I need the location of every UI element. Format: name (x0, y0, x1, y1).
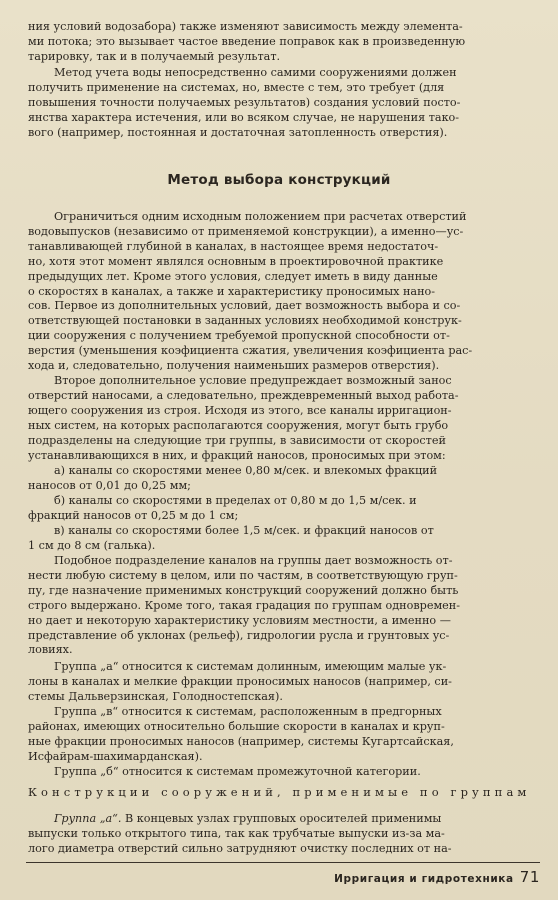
text-line: ния условий водозабора) также изменяют зависимость между элемента- (28, 20, 463, 33)
paragraph-group-a (28, 660, 534, 705)
paragraph-method-intro (28, 210, 534, 374)
text-line: представление об уклонах (рельеф), гидрологии русла и грунтовых ус- (28, 628, 450, 642)
text-line: ные фракции проносимых наносов (например, системы Кугартсайская, (28, 734, 454, 748)
text-line: устанавливающихся в них, и фракций наносов, проносимых при этом: (28, 448, 446, 462)
canal-group-list (28, 464, 534, 553)
page-number: 71 (519, 868, 540, 886)
list-item-a: а) каналы со скоростями менее 0,80 м/сек. и влекомых фракций (54, 464, 438, 477)
text-line: ответствующей постановки в заданных условиях необходимой конструк- (28, 314, 462, 328)
text-line: строго выдержано. Кроме того, такая градация по группам одновремен- (28, 598, 461, 612)
paragraph-group-v (28, 705, 534, 765)
text-line: выпуски только открытого типа, так как трубчатые выпуски из-за ма- (28, 826, 445, 840)
text-line: Группа „а“ относится к системам долинным, имеющим малые ук- (54, 660, 447, 673)
group-a-first-line: В концевых узлах групповых оросителей применимы (121, 812, 442, 825)
footer-divider (26, 862, 540, 863)
paragraph-group-a-constructions (28, 812, 534, 857)
text-line: лоны в каналах и мелкие фракции проносимых наносов (например, си- (28, 674, 452, 688)
text-line: водовыпусков (независимо от применяемой конструкции), а именно—ус- (28, 224, 464, 238)
paragraph-second-condition (28, 374, 534, 463)
text-line: ных систем, на которых располагаются сооружения, могут быть грубо (28, 418, 449, 432)
list-item-c: в) каналы со скоростями более 1,5 м/сек. и фракций наносов от (54, 523, 434, 537)
text-line: янства характера истечения, или во всяком случае, не нарушения тако- (28, 110, 460, 124)
text-line: Ограничиться одним исходным положением при расчетах отверстий (54, 210, 467, 223)
text-line: ми потока; это вызывает частое введение поправок как в произведенную (28, 34, 466, 48)
text-line: отверстий наносами, а следовательно, преждевременный выход работа- (28, 388, 459, 402)
text-line: пу, где назначение применимых конструкций сооружений должно быть (28, 583, 459, 597)
text-line: но, хотя этот момент являлся основным в проектировочной практике (28, 254, 444, 268)
text-line: подразделены на следующие три группы, в зависимости от скоростей (28, 433, 446, 447)
text-line: лого диаметра отверстий сильно затрудняют очистку последних от на- (28, 841, 452, 855)
text-line: но дает и некоторую характеристику условиям местности, а именно — (28, 613, 451, 627)
text-line: Группа „в“ относится к системам, расположенным в предгорных (54, 705, 442, 718)
text-line: ции сооружения с получением требуемой пропускной способности от- (28, 329, 450, 343)
text-line: вого (например, постоянная и достаточная затопленность отверстия). (28, 125, 448, 139)
section-heading: Метод выбора конструкций (167, 172, 391, 188)
paragraph-water-accounting (28, 66, 534, 141)
text-line: Подобное подразделение каналов на группы дает возможность от- (54, 554, 453, 567)
paragraph-subdivision (28, 554, 534, 658)
continued-paragraph (28, 20, 534, 65)
text-line: стемы Дальверзинская, Голодностепская). (28, 689, 283, 703)
text-line: тарировку, так и в получаемый результат. (28, 49, 281, 63)
text-line: нести любую систему в целом, или по частям, в соответствующую груп- (28, 568, 458, 582)
text-line: о скоростях в каналах, а также и характеристику проносимых нано- (28, 284, 436, 298)
text-line: Второе дополнительное условие предупреждает возможный занос (54, 374, 452, 387)
text-line: танавливающей глубиной в каналах, в настоящее время недостаточ- (28, 239, 439, 253)
paragraph-group-b (28, 765, 534, 780)
running-footer (334, 868, 540, 886)
text-line: ющего сооружения из строя. Исходя из этого, все каналы ирригацион- (28, 403, 452, 417)
text-line: сов. Первое из дополнительных условий, дает возможность выбора и со- (28, 299, 461, 313)
text-line: районах, имеющих относительно большие скорости в каналах и круп- (28, 719, 445, 733)
list-item-b: б) каналы со скоростями в пределах от 0,80 м до 1,5 м/сек. и (54, 493, 417, 507)
list-item-c-cont: 1 см до 8 см (галька). (28, 538, 156, 552)
text-line: ловиях. (28, 643, 73, 657)
text-line: хода и, следовательно, получения наименьших размеров отверстия). (28, 359, 440, 373)
list-item-a-cont: наносов от 0,01 до 0,25 мм; (28, 478, 191, 492)
text-line: предыдущих лет. Кроме этого условия, следует иметь в виду данные (28, 269, 438, 283)
journal-title: Ирригация и гидротехника (334, 873, 514, 885)
group-a-lead: Группа „а“. (54, 812, 122, 825)
text-line: повышения точности получаемых результатов) создания условий посто- (28, 95, 461, 109)
text-line: Метод учета воды непосредственно самими сооружениями должен (54, 66, 457, 79)
text-line (28, 812, 534, 827)
text-line: Группа „б“ относится к системам промежуточной категории. (54, 765, 421, 778)
list-item-b-cont: фракций наносов от 0,25 м до 1 см; (28, 508, 239, 522)
text-line: Исфайрам-шахимарданская). (28, 749, 203, 763)
text-line: получить применение на системах, но, вместе с тем, это требует (для (28, 80, 445, 94)
spaced-heading: Конструкции сооружений, применимые по группам (28, 785, 531, 799)
text-line: верстия (уменьшения коэфициента сжатия, увеличения коэфициента рас- (28, 344, 473, 358)
